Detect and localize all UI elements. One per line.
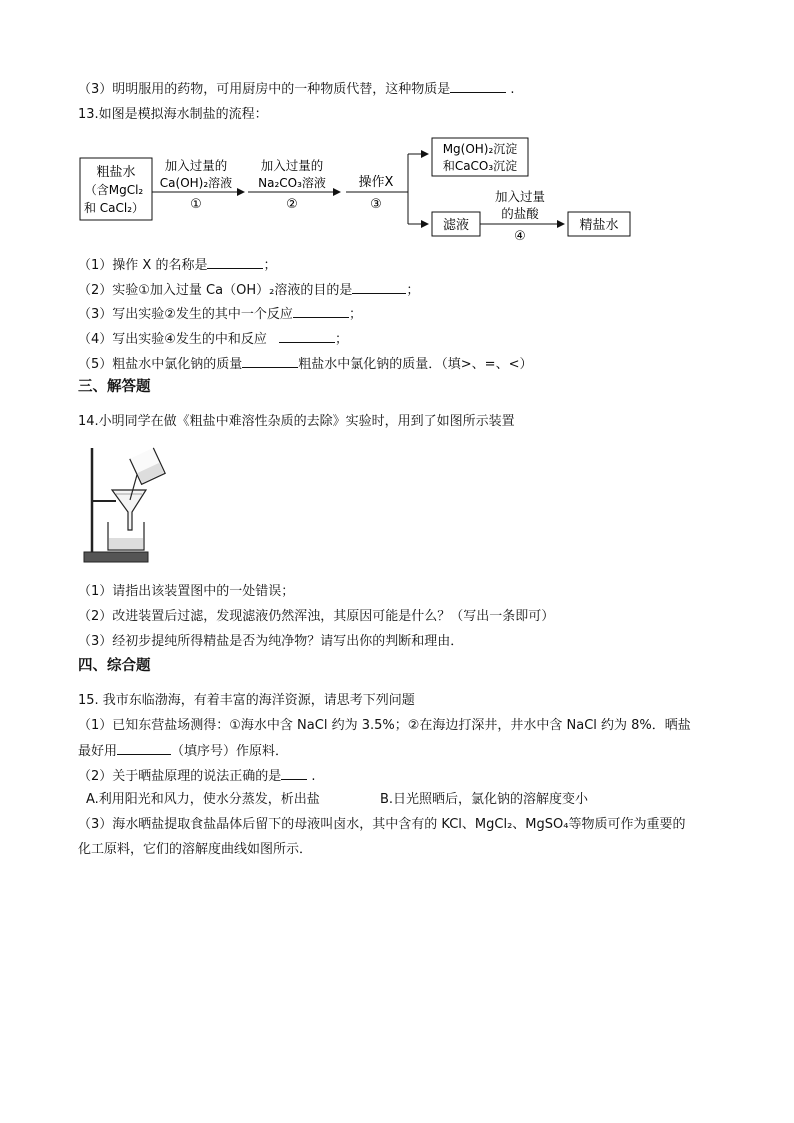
q13-part2-end: ； <box>406 283 420 298</box>
q14-title: 14.小明同学在做《粗盐中难溶性杂质的去除》实验时，用到了如图所示装置 <box>78 414 515 429</box>
q14-part2: （2）改进装置后过滤，发现滤液仍然浑浊，其原因可能是什么？（写出一条即可） <box>78 609 555 624</box>
q15-part2-text: （2）关于晒盐原理的说法正确的是 <box>78 769 282 784</box>
q15-part3-line2: 化工原料，它们的溶解度曲线如图所示． <box>78 842 313 857</box>
section-heading-4: 四、综合题 <box>78 658 151 674</box>
q15-part2 <box>78 767 316 786</box>
q15-part1-line1: （1）已知东营盐场测得：①海水中含 NaCl 约为 3.5%；②在海边打深井，井水中含 NaCl 约为 8%．晒盐 <box>78 718 691 733</box>
answer-blank[interactable] <box>117 742 171 755</box>
refined-brine-label: 精盐水 <box>579 218 619 233</box>
crude-brine-label-2: （含MgCl₂ <box>84 183 144 197</box>
salt-flow-diagram <box>74 134 644 244</box>
step4-label-2: 的盐酸 <box>501 206 539 221</box>
precipitate-label-2: 和CaCO₃沉淀 <box>442 159 518 173</box>
q12-part3-end: . <box>506 82 515 97</box>
step2-label: 加入过量的 <box>260 158 324 173</box>
step1-label-2: Ca(OH)₂溶液 <box>159 176 233 190</box>
q13-part3-end: ； <box>348 307 362 322</box>
q15-part1-line2 <box>78 742 288 761</box>
filtration-apparatus-figure <box>82 444 172 568</box>
filtrate-label: 滤液 <box>442 218 470 233</box>
q15-part1-line2-end: （填序号）作原料． <box>171 744 289 759</box>
step4-number: ④ <box>514 229 526 244</box>
q13-part2-text: （2）实验①加入过量 Ca（OH）₂溶液的目的是 <box>78 283 353 298</box>
q15-part2-end: . <box>307 769 316 784</box>
step1-label: 加入过量的 <box>164 158 228 173</box>
q13-part5 <box>78 355 532 374</box>
step2-label-2: Na₂CO₃溶液 <box>258 176 326 190</box>
q13-title: 13.如图是模拟海水制盐的流程： <box>78 107 268 122</box>
crude-brine-label-3: 和 CaCl₂） <box>83 201 145 215</box>
answer-blank[interactable] <box>352 281 406 294</box>
answer-blank[interactable] <box>450 80 506 93</box>
step3-number: ③ <box>370 197 382 212</box>
q13-part5-end: 粗盐水中氯化钠的质量．（填>、=、<） <box>298 357 533 372</box>
q12-part3 <box>78 80 515 99</box>
crude-brine-label: 粗盐水 <box>96 165 136 180</box>
step2-number: ② <box>286 197 298 212</box>
q15-title: 15. 我市东临渤海，有着丰富的海洋资源，请思考下列问题 <box>78 693 415 708</box>
q14-part1: （1）请指出该装置图中的一处错误； <box>78 584 295 599</box>
q15-part3-line1: （3）海水晒盐提取食盐晶体后留下的母液叫卤水，其中含有的 KCl、MgCl₂、MgSO₄等物质可作为重要的 <box>78 817 686 832</box>
funnel <box>112 490 146 530</box>
answer-blank[interactable] <box>293 305 349 318</box>
q13-part3 <box>78 305 362 324</box>
q13-part4-text: （4）写出实验④发生的中和反应 <box>78 332 267 347</box>
q15-part1-line2-text: 最好用 <box>78 744 118 759</box>
q15-option-b: B.日光照晒后，氯化钠的溶解度变小 <box>380 792 589 807</box>
stand-base <box>84 552 148 562</box>
answer-blank[interactable] <box>242 355 298 368</box>
q13-part1 <box>78 256 276 275</box>
q14-part3: （3）经初步提纯所得精盐是否为纯净物？请写出你的判断和理由． <box>78 634 464 649</box>
answer-blank[interactable] <box>279 330 335 343</box>
step3-label: 操作X <box>358 175 394 190</box>
answer-blank[interactable] <box>281 767 307 780</box>
q13-part5-text: （5）粗盐水中氯化钠的质量 <box>78 357 243 372</box>
answer-blank[interactable] <box>207 256 263 269</box>
q13-part1-end: ； <box>263 258 277 273</box>
q13-part4-end: ； <box>334 332 348 347</box>
step4-label: 加入过量 <box>494 189 546 204</box>
q13-part3-text: （3）写出实验②发生的其中一个反应 <box>78 307 293 322</box>
section-heading-3: 三、解答题 <box>78 379 151 395</box>
q12-part3-text: （3）明明服用的药物，可用厨房中的一种物质代替，这种物质是 <box>78 82 451 97</box>
q13-part1-text: （1）操作 X 的名称是 <box>78 258 208 273</box>
precipitate-label: Mg(OH)₂沉淀 <box>442 142 518 156</box>
q13-part2 <box>78 281 419 300</box>
step1-number: ① <box>190 197 202 212</box>
q13-part4 <box>78 330 348 349</box>
q15-option-a: A.利用阳光和风力，使水分蒸发，析出盐 <box>86 792 320 807</box>
